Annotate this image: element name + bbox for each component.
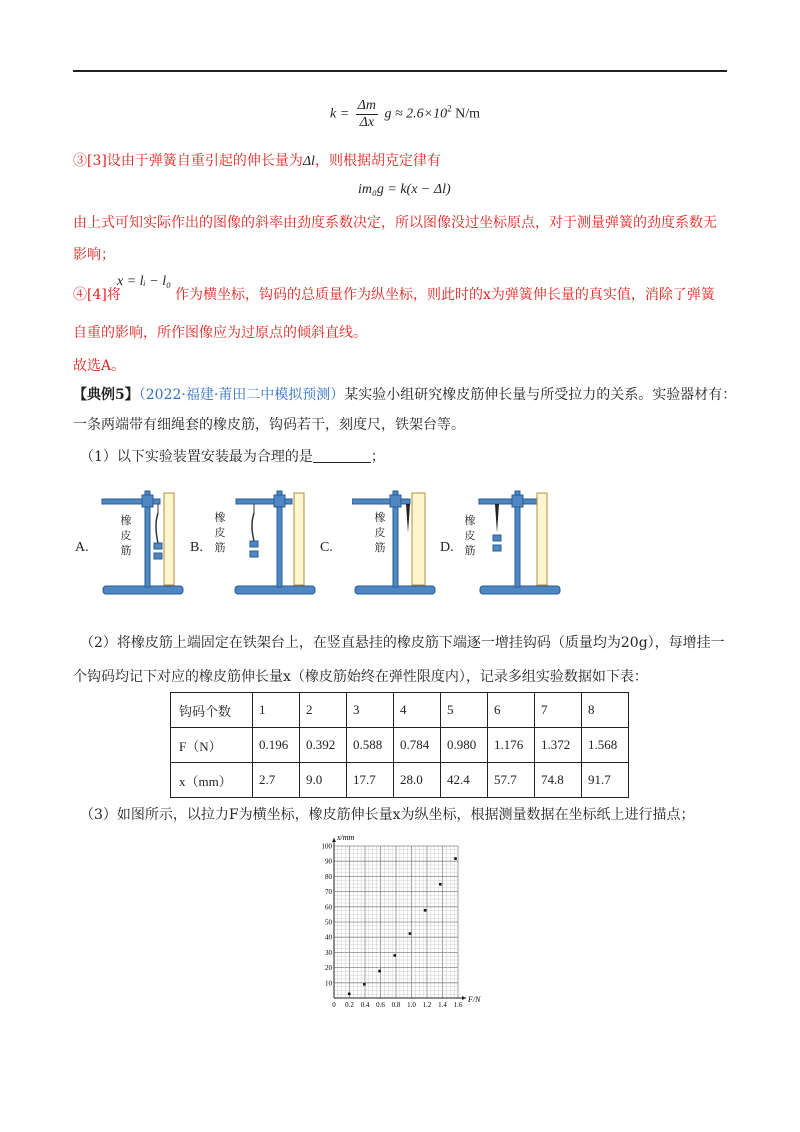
label-char: 橡: [374, 511, 386, 524]
table-cell: 0.392: [300, 728, 347, 763]
table-cell: 1.568: [582, 728, 629, 763]
table-cell: 3: [347, 693, 394, 728]
apparatus-c-label: [373, 510, 387, 555]
y-tick-label: 20: [325, 964, 332, 973]
y-axis-label: x/mm: [337, 833, 355, 842]
table-cell: 0.784: [394, 728, 441, 763]
data-point: [439, 883, 442, 886]
label-char: 橡: [464, 514, 476, 527]
table-cell: 7: [535, 693, 582, 728]
para4: [73, 285, 121, 305]
question-3: （3）如图所示，以拉力F为横坐标，橡皮筋伸长量x为纵坐标，根据测量数据在坐标纸上进行描点；: [80, 807, 695, 823]
question-2-line2: 个钩码均记下对应的橡皮筋伸长量x（橡皮筋始终在弹性限度内），记录多组实验数据如下表：: [73, 669, 648, 685]
option-d[interactable]: D.: [440, 540, 454, 555]
y-tick-label: 30: [325, 948, 332, 957]
table-cell: 0.196: [253, 728, 300, 763]
table-cell: 74.8: [535, 763, 582, 798]
x-tick-label: 1.4: [438, 1001, 447, 1009]
example-intro-1: 某实验小组研究橡皮筋伸长量与所受拉力的关系。实验器材有：: [344, 387, 737, 403]
y-tick-label: 100: [321, 842, 332, 851]
table-cell: 0.980: [441, 728, 488, 763]
table-header-force: F（N）: [171, 728, 253, 763]
table-cell: 0.588: [347, 728, 394, 763]
x-axis-label: F/N: [468, 995, 481, 1004]
data-point: [363, 983, 366, 986]
table-cell: 6: [488, 693, 535, 728]
apparatus-a: [100, 483, 185, 601]
label-char: 筋: [120, 544, 132, 557]
top-rule: [73, 70, 727, 72]
answer-blank: [313, 448, 371, 463]
y-tick-label: 50: [325, 918, 332, 927]
x-tick-label: 1.6: [453, 1001, 463, 1009]
table-cell: 5: [441, 693, 488, 728]
option-a[interactable]: A.: [75, 540, 89, 555]
formula-k-denominator: Δx: [359, 115, 375, 130]
table-row: [171, 693, 629, 728]
para3b-line1: 由上式可知实际作出的图像的斜率由劲度系数决定，所以图像没过坐标原点，对于测量弹簧的劲度系数无: [73, 215, 717, 231]
table-cell: 42.4: [441, 763, 488, 798]
apparatus-b: [232, 483, 317, 601]
formula-k-tail: g ≈ 2.6×10: [384, 106, 448, 122]
apparatus-d-label: [463, 513, 477, 558]
data-point: [378, 970, 381, 973]
example-tag: 【典例5】: [73, 387, 139, 403]
label-char: 橡: [214, 511, 226, 524]
table-header-count: 钩码个数: [171, 693, 253, 728]
data-point: [393, 954, 396, 957]
label-char: 筋: [214, 541, 226, 554]
label-char: 橡: [120, 514, 132, 527]
example-intro-2: 一条两端带有细绳套的橡皮筋，钩码若干，刻度尺，铁架台等。: [73, 417, 465, 433]
table-cell: 1: [253, 693, 300, 728]
para3b-line2: 影响；: [73, 247, 115, 263]
para3-symbol: Δl: [302, 154, 315, 169]
question-1: [80, 447, 385, 467]
table-row: [171, 728, 629, 763]
table-header-extension: x（mm）: [171, 763, 253, 798]
question-1-end: ；: [370, 449, 385, 465]
x-tick-label: 1.2: [422, 1001, 432, 1009]
label-char: 筋: [464, 544, 476, 557]
table-cell: 9.0: [300, 763, 347, 798]
formula-k-fraction: [356, 98, 378, 131]
para4-line2: 自重的影响，所作图像应为过原点的倾斜直线。: [73, 325, 367, 341]
label-char: 皮: [464, 529, 476, 542]
scatter-plot: [312, 832, 492, 1012]
table-cell: 17.7: [347, 763, 394, 798]
para3-tail: ，则根据胡克定律有: [314, 153, 441, 169]
x-tick-label: 1.0: [407, 1001, 416, 1009]
x-tick-label: 0.4: [360, 1001, 370, 1009]
y-tick-label: 40: [325, 933, 332, 942]
x-tick-label: 0.6: [376, 1001, 385, 1009]
apparatus-d: [477, 483, 562, 601]
table-cell: 2.7: [253, 763, 300, 798]
x-axis-arrow: [462, 996, 466, 1000]
apparatus-b-label: [213, 510, 227, 555]
data-table: [170, 692, 629, 798]
formula-hooke: im₀g = k(x − Δl): [358, 182, 451, 197]
table-cell: 1.176: [488, 728, 535, 763]
apparatus-a-label: [119, 513, 133, 558]
label-char: 皮: [120, 529, 132, 542]
table-cell: 1.372: [535, 728, 582, 763]
option-b[interactable]: B.: [190, 540, 203, 555]
data-point: [348, 993, 351, 996]
formula-k: k = $\frac{\Delta m}{\Delta x}$ $g \approx 2.6\times 10^2$ N/m: [330, 98, 481, 130]
data-point: [454, 857, 457, 860]
table-cell: 91.7: [582, 763, 629, 798]
formula-k-exponent: 2: [447, 103, 452, 114]
table-cell: 57.7: [488, 763, 535, 798]
para4-rest: 作为横坐标，钩码的总质量作为纵坐标，则此时的x为弹簧伸长量的真实值，消除了弹簧: [175, 287, 715, 303]
table-cell: 2: [300, 693, 347, 728]
para3-text: ③[3]设由于弹簧自重引起的伸长量为: [73, 153, 303, 169]
y-tick-label: 60: [325, 903, 332, 912]
label-char: 皮: [374, 526, 386, 539]
answer-line: 故选A。: [73, 358, 126, 374]
formula-k-numerator: Δm: [357, 98, 376, 113]
y-tick-label: 90: [325, 857, 332, 866]
formula-k-unit: N/m: [455, 106, 481, 122]
x-tick-label: 0.2: [345, 1001, 354, 1009]
apparatus-c: [352, 483, 437, 601]
formula-k-lhs: k: [330, 106, 337, 122]
question-1-text: （1）以下实验装置安装最为合理的是: [80, 449, 313, 465]
data-point: [424, 909, 427, 912]
table-cell: 28.0: [394, 763, 441, 798]
para3: [73, 151, 441, 172]
para4-formula: x = lᵢ − l₀: [117, 274, 171, 289]
data-point: [409, 932, 412, 935]
x-tick-label: 0.8: [391, 1001, 401, 1009]
para4-prefix: ④[4]将: [73, 287, 121, 303]
option-c[interactable]: C.: [320, 540, 333, 555]
table-cell: 4: [394, 693, 441, 728]
table-cell: 8: [582, 693, 629, 728]
y-axis-arrow: [332, 838, 336, 842]
table-row: [171, 763, 629, 798]
x-tick-label: 0: [332, 1001, 336, 1009]
example-header: [73, 385, 736, 405]
label-char: 筋: [374, 541, 386, 554]
label-char: 皮: [214, 526, 226, 539]
example-source: （2022·福建·莆田二中模拟预测）: [138, 387, 345, 403]
y-tick-label: 10: [325, 979, 332, 988]
y-tick-label: 80: [325, 872, 332, 881]
question-2-line1: （2）将橡皮筋上端固定在铁架台上，在竖直悬挂的橡皮筋下端逐一增挂钩码（质量均为20g），每增挂一: [80, 635, 725, 651]
y-tick-label: 70: [325, 888, 332, 897]
